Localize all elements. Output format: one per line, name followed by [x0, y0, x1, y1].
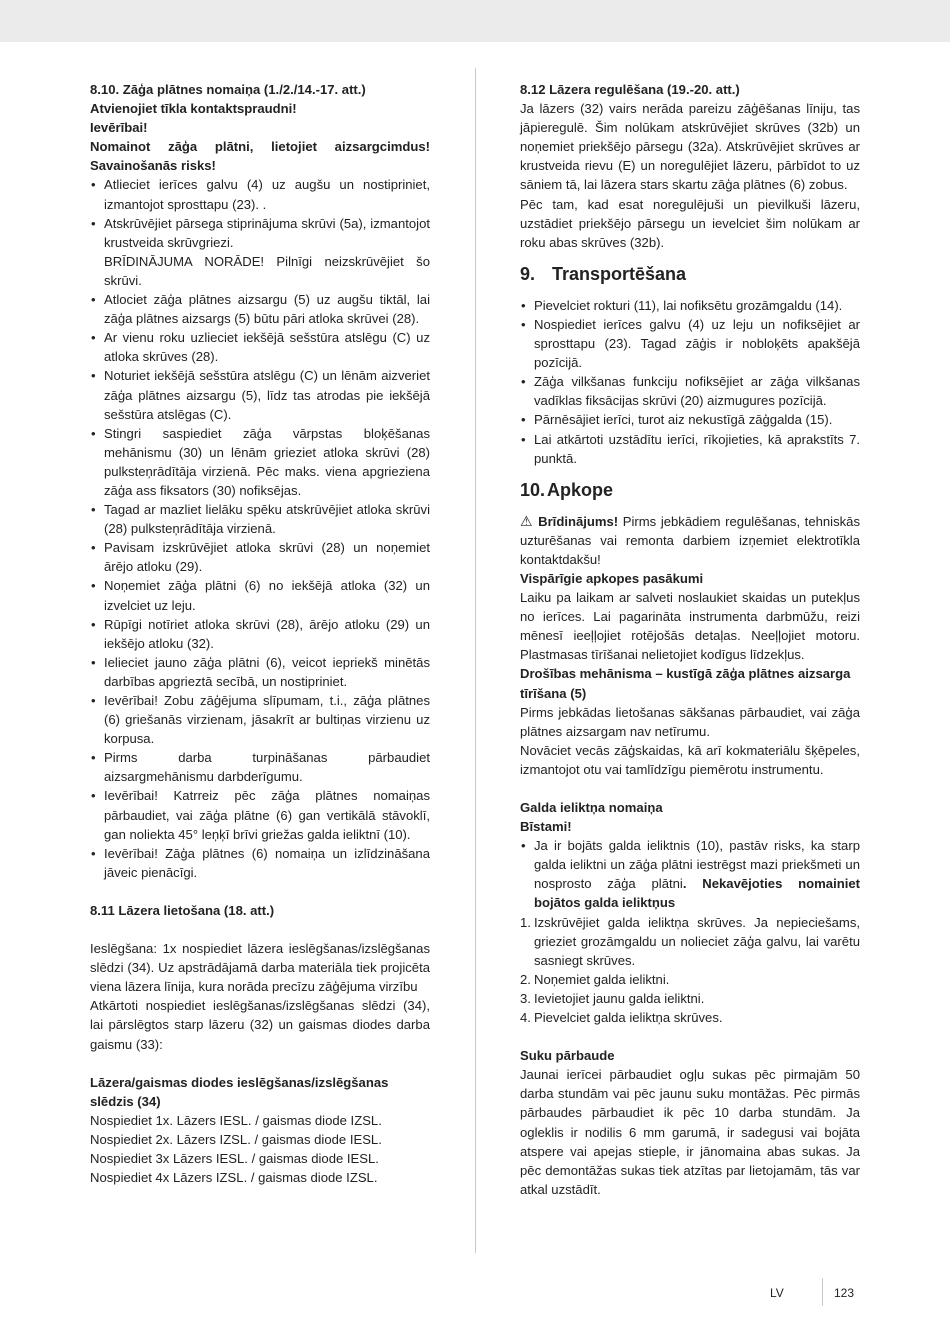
list-item: • Pirms darba turpināšanas pārbaudiet aizsargmehānismu darbderīgumu. [90, 748, 430, 786]
footer-divider [822, 1278, 823, 1306]
step-text: Izskrūvējiet galda ieliktņa skrūves. Ja nepieciešams, grieziet grozāmgaldu un nolieciet zāģa galvu, lai varētu sasniegt skrūves. [534, 914, 860, 968]
section-10-title: Apkope [547, 479, 614, 500]
section-8-10-title: 8.10. Zāģa plātnes nomaiņa (1./2./14.-17. att.) [90, 82, 366, 97]
table-insert-warning-list [520, 836, 860, 912]
footer-language: LV [770, 1286, 784, 1300]
list-item: • Ielieciet jauno zāģa plātni (6), veicot iepriekš minētās darbības apgrieztā secībā, un nostipriniet. [90, 653, 430, 691]
caution-note: BRĪDINĀJUMA NORĀDE! Pilnīgi neizskrūvējiet šo skrūvi. [104, 253, 430, 288]
warning-text: Pirms jebkādiem regulēšanas, tehniskās uzturēšanas vai remonta darbiem izņemiet elektrotīkla kontaktdakšu! [520, 513, 860, 567]
warning-triangle-icon: ⚠ [520, 512, 534, 529]
list-item: • Lai atkārtoti uzstādītu ierīci, rīkojieties, kā aprakstīts 7. punktā. [520, 430, 860, 468]
page-number: 123 [834, 1286, 855, 1300]
warning-attention: Ievērībai! [90, 120, 148, 136]
list-item: • Ar vienu roku uzlieciet iekšējā sešstūra atslēgu (C) uz atloka skrūves (28). [90, 328, 430, 366]
section-8-12-title: 8.12 Lāzera regulēšana (19.-20. att.) [520, 82, 740, 97]
list-item-text: Ja ir bojāts galda ieliktnis (10), pastāv risks, ka starp galda ieliktni un zāģa plātni iestrēgst mazi priekšmeti un nosprosto zāģa plātni [534, 838, 860, 892]
laser-paragraph-1: Ieslēgšana: 1x nospiediet lāzera ieslēgšanas/izslēgšanas slēdzi (34). Uz apstrādājamā darba materiāla tiek projicēta viena lāzera līnija, kura norāda precīzu zāģējuma virzību [90, 941, 430, 995]
column-divider [475, 68, 476, 1253]
blade-change-steps [90, 175, 430, 881]
step-text: Noņemiet galda ieliktni. [534, 971, 670, 987]
general-maintenance-text: Laiku pa laikam ar salveti noslaukiet skaidas un putekļus no ierīces. Lai pagarināta instrumenta darbmūžu, reizi mēnesī ieeļļojiet rotējošās detaļas. Neeļļojiet motoru. Plastmasas tīrīšanai nelietojiet kodīgus līdzekļus. [520, 590, 860, 663]
list-item [90, 214, 430, 290]
list-item [520, 989, 860, 1008]
laser-adjust-paragraph-2: Pēc tam, kad esat noregulējuši un pievilkuši lāzeru, uzstādiet priekšējo pārsegu un ievelciet šim nolūkam ar roku abas skrūves (32b). [520, 196, 860, 250]
step-text: Pievelciet galda ieliktņa skrūves. [534, 1010, 723, 1026]
left-column [90, 80, 430, 1187]
transport-list [520, 296, 860, 468]
laser-line-3: Nospiediet 3x Lāzers IESL. / gaismas diode IESL. [90, 1150, 379, 1166]
step-number: 1. [520, 914, 531, 930]
list-item-bold-text: Nekavējoties nomainiet bojātos galda ieliktņus [534, 876, 860, 911]
section-9-heading [520, 262, 860, 286]
guard-cleaning-subtitle: Drošības mehānisma – kustīgā zāģa plātnes aizsarga tīrīšana (5) [520, 666, 851, 701]
list-item: • Atlociet zāģa plātnes aizsargu (5) uz augšu tiktāl, lai zāģa plātnes aizsargs (5) būtu pāri atloka skrūvei (28). [90, 290, 430, 328]
guard-cleaning-text-2: Novāciet vecās zāģskaidas, kā arī kokmateriālu šķēpeles, izmantojot otu vai tamlīdzīgu piemērotu instrumentu. [520, 742, 860, 777]
section-10-number: 10. [520, 479, 546, 500]
list-item: • Rūpīgi notīriet atloka skrūvi (28), ārējo atloku (29) un iekšējo atloku (32). [90, 615, 430, 653]
laser-adjust-paragraph-1: Ja lāzers (32) vairs nerāda pareizu zāģēšanas līniju, tas jāpieregulē. Šim nolūkam atskrūvējiet skrūves (32b) un noņemiet priekšējo pārsegu (32a). Atskrūvējiet skrūves ar krustveida rievu (E) un noregulējiet lāzeru, pārbīdot to uz sāniem tā, lai lāzera stars skartu zāģa plātnes (6) zobus. [520, 101, 860, 193]
table-insert-subtitle: Galda ieliktņa nomaiņa [520, 800, 663, 815]
section-9-number: 9. [520, 263, 536, 284]
section-10-heading [520, 478, 860, 502]
list-item: • Ja ir bojāts galda ieliktnis (10), pastāv risks, ka starp galda ieliktni un zāģa plātni iestrēgst mazi priekšmeti un nosprosto zāģa plātni. Nekavējoties nomainiet bojātos galda ieliktņus [520, 836, 860, 912]
list-item: • Noturiet iekšējā sešstūra atslēgu (C) un lēnām aizveriet zāģa plātnes aizsargu (5), līdz tas atrodas pie iekšējā sešstūra atslēgas (C). [90, 366, 430, 423]
list-item: • Pavisam izskrūvējiet atloka skrūvi (28) un noņemiet ārējo atloku (29). [90, 538, 430, 576]
step-number: 2. [520, 971, 531, 987]
laser-line-1: Nospiediet 1x. Lāzers IESL. / gaismas diode IZSL. [90, 1112, 382, 1128]
warning-gloves: Nomainot zāģa plātni, lietojiet aizsargcimdus! Savainošanās risks! [90, 139, 430, 174]
list-item: • Atlieciet ierīces galvu (4) uz augšu un nostipriniet, izmantojot sprosttapu (23). . [90, 175, 430, 213]
step-text: Ievietojiet jaunu galda ieliktni. [534, 990, 705, 1006]
warning-label: Brīdinājums! [538, 513, 619, 529]
top-bar [0, 0, 950, 42]
danger-label: Bīstami! [520, 819, 572, 835]
list-item: • Nospiediet ierīces galvu (4) uz leju un nofiksējiet ar sprosttapu (23). Tagad zāģis ir nobloķēts apakšējā pozīcijā. [520, 315, 860, 372]
laser-switch-subtitle: Lāzera/gaismas diodes ieslēgšanas/izslēgšanas slēdzis (34) [90, 1074, 389, 1109]
list-item [520, 970, 860, 989]
list-item: • Tagad ar mazliet lielāku spēku atskrūvējiet atloka skrūvi (28) pulksteņrādītāja virzienā. [90, 500, 430, 538]
list-item: • Ievērībai! Katrreiz pēc zāģa plātnes nomaiņas pārbaudiet, vai zāģa plātne (6) gan vertikālā stāvoklī, gan noliekta 45° leņķī brīvi griežas galda ieliktnī (10). [90, 786, 430, 843]
step-number: 4. [520, 1010, 531, 1026]
laser-line-2: Nospiediet 2x. Lāzers IZSL. / gaismas diode IESL. [90, 1131, 382, 1147]
general-maintenance-subtitle: Vispārīgie apkopes pasākumi [520, 570, 704, 586]
list-item-text: Atskrūvējiet pārsega stiprinājuma skrūvi (5a), izmantojot krustveida skrūvgriezi. [104, 215, 430, 250]
list-item: • Pievelciet rokturi (11), lai nofiksētu grozāmgaldu (14). [520, 296, 860, 315]
list-item: • Stingri saspiediet zāģa vārpstas bloķēšanas mehānismu (30) un lēnām grieziet atloka skrūvi (28) pulksteņrādītāja virzienā. Pēc maks. viena apgrieziena zāģa ass fiksators (30) nofiksējas. [90, 424, 430, 500]
section-9-title: Transportēšana [552, 263, 687, 284]
list-item [520, 1008, 860, 1027]
list-item: • Pārnēsājiet ierīci, turot aiz nekustīgā zāģgalda (15). [520, 410, 860, 429]
list-item: • Noņemiet zāģa plātni (6) no iekšējā atloka (32) un izvelciet uz leju. [90, 576, 430, 614]
step-number: 3. [520, 990, 531, 1006]
guard-cleaning-text-1: Pirms jebkādas lietošanas sākšanas pārbaudiet, vai zāģa plātnes aizsargam nav netīrumu. [520, 704, 860, 739]
laser-paragraph-2: Atkārtoti nospiediet ieslēgšanas/izslēgšanas slēdzi (34), lai pārslēgtos starp lāzeru (32) un gaismas diodes darba gaismu (33): [90, 998, 430, 1052]
laser-line-4: Nospiediet 4x Lāzers IZSL. / gaismas diode IZSL. [90, 1170, 378, 1186]
right-column [520, 80, 860, 1199]
brush-check-text: Jaunai ierīcei pārbaudiet ogļu sukas pēc pirmajām 50 darba stundām vai pēc jaunu suku montāžas. Pēc pirmās pārbaudes pārbaudiet ik pēc 10 darba stundām. Ja ogleklis ir nodilis 6 mm garumā, ir sadegusi vai bojāta atspere vai apejas stieple, ir jānomaina abas sukas. Ja pēc demontāžas sukas tiek atzītas par lietojamām, tās var atkal uzstādīt. [520, 1067, 860, 1197]
table-insert-steps [520, 913, 860, 1028]
list-item: • Zāģa vilkšanas funkciju nofiksējiet ar zāģa vilkšanas vadīklas fiksācijas skrūvi (20) aizmugures pozīcijā. [520, 372, 860, 410]
list-item [520, 913, 860, 970]
brush-check-subtitle: Suku pārbaude [520, 1048, 615, 1064]
warning-unplug: Atvienojiet tīkla kontaktspraudni! [90, 101, 297, 117]
section-8-11-title: 8.11 Lāzera lietošana (18. att.) [90, 902, 275, 918]
maintenance-warning [520, 512, 860, 569]
list-item: • Ievērībai! Zobu zāģējuma slīpumam, t.i., zāģa plātnes (6) griešanās virzienam, jāsakrīt ar bultiņas virzienu uz korpusa. [90, 691, 430, 748]
list-item: • Ievērībai! Zāģa plātnes (6) nomaiņa un izlīdzināšana jāveic pienācīgi. [90, 844, 430, 882]
